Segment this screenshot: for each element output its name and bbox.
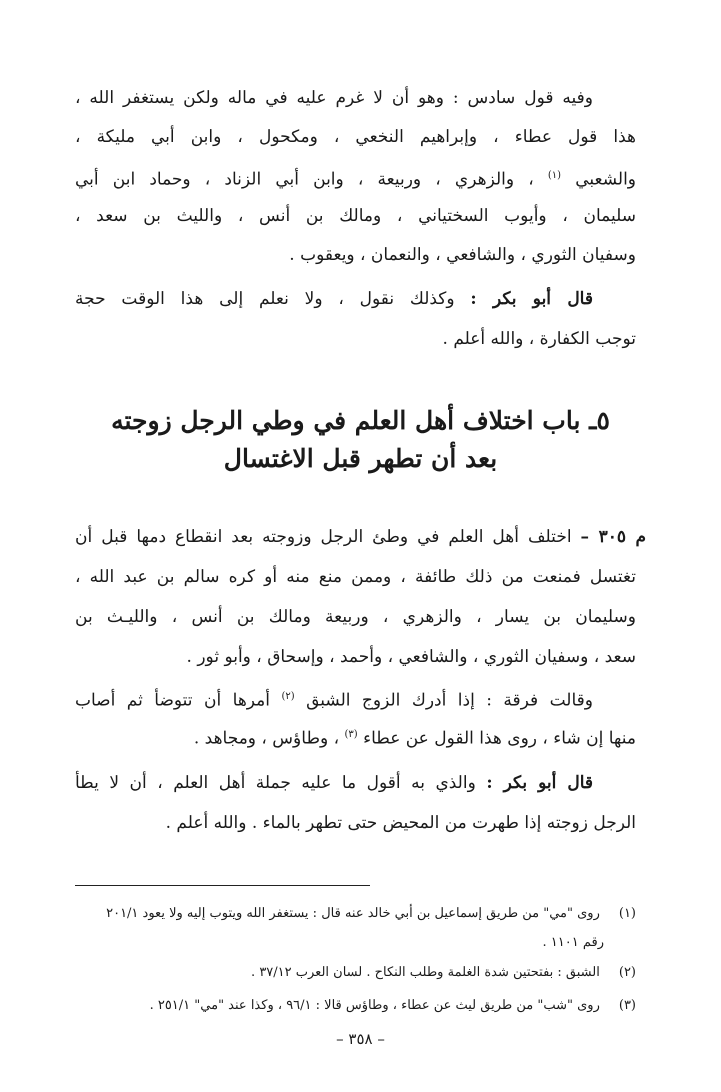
text-line: هذا قول عطاء ، وإبراهيم النخعي ، ومكحول ، وابن أبي مليكة ، <box>75 127 636 147</box>
footnote-ref: (٢) <box>281 691 295 702</box>
footnote-ref: (٣) <box>344 729 358 740</box>
chapter-heading: ٥ـ باب اختلاف أهل العلم في وطي الرجل زوجته <box>111 406 610 435</box>
text-segment: والذي به أقول ما عليه جملة أهل العلم ، أن لا يطأ <box>75 773 476 793</box>
text-line: توجب الكفارة ، والله أعلم . <box>442 329 636 349</box>
text-line: وسفيان الثوري ، والشافعي ، والنعمان ، ويعقوب . <box>289 245 636 265</box>
text-segment: أمرها أن تتوضأ ثم أصاب <box>75 690 270 711</box>
footnote <box>75 903 636 925</box>
text-line: سعد ، وسفيان الثوري ، والشافعي ، وأحمد ، وإسحاق ، وأبو ثور . <box>186 647 636 667</box>
text-segment: وقالت فرقة : إذا أدرك الزوج الشبق <box>306 690 594 711</box>
text-segment: ، وطاؤس ، ومجاهد . <box>193 728 340 749</box>
text-line <box>75 684 593 714</box>
text-line: سليمان ، وأيوب السختياني ، ومالك بن أنس ، والليث بن سعد ، <box>75 206 636 226</box>
footnote-number: (٣) <box>618 998 636 1013</box>
footnote-divider <box>75 885 370 886</box>
footnote <box>75 962 636 984</box>
masala-paragraph <box>75 524 646 550</box>
text-line <box>75 722 636 752</box>
footnote-number: (٢) <box>618 965 636 980</box>
footnote <box>75 995 636 1017</box>
abu-bakr-label: قال أبو بكر : <box>470 289 593 309</box>
page-number: – ٣٥٨ – <box>336 1030 385 1048</box>
text-line: وفيه قول سادس : وهو أن لا غرم عليه في ماله ولكن يستغفر الله ، <box>75 88 593 108</box>
abu-bakr-paragraph <box>75 770 593 796</box>
text-line <box>75 163 636 193</box>
footnote-ref: (١) <box>547 170 562 181</box>
footnote-continuation: رقم ١١٠١ . <box>542 935 604 950</box>
text-segment: منها إن شاء ، روى هذا القول عن عطاء <box>363 728 636 749</box>
text-segment: ، والزهري ، وربيعة ، وابن أبي الزناد ، وحماد ابن أبي <box>75 169 534 190</box>
footnote-text: روى "شب" من طريق ليث عن عطاء ، وطاؤس قالا : ٩٦/١ ، وكذا عند "مي" ٢٥١/١ . <box>149 998 600 1013</box>
footnote-number: (١) <box>618 906 636 921</box>
text-line: وسليمان بن يسار ، والزهري ، وربيعة ومالك بن أنس ، والليـث بن <box>75 607 636 627</box>
masala-marker: م ٣٠٥ – <box>580 527 646 547</box>
chapter-heading-subtitle: بعد أن تطهر قبل الاغتسال <box>223 444 498 473</box>
text-segment: والشعبي <box>575 169 636 190</box>
text-segment: وكذلك نقول ، ولا نعلم إلى هذا الوقت حجة <box>75 289 455 309</box>
abu-bakr-paragraph <box>75 286 593 312</box>
footnote-text: الشبق : بفتحتين شدة الغلمة وطلب النكاح . لسان العرب ٣٧/١٢ . <box>251 965 600 980</box>
text-line: تغتسل فمنعت من ذلك طائفة ، وممن منع منه أو كره سالم بن عبد الله ، <box>75 567 636 587</box>
footnote-text: روى "مي" من طريق إسماعيل بن أبي خالد عنه قال : يستغفر الله ويتوب إليه ولا يعود ٢٠١/١ <box>106 906 600 921</box>
text-segment: اختلف أهل العلم في وطئ الرجل وزوجته بعد انقطاع دمها قبل أن <box>75 527 572 547</box>
text-line: الرجل زوجته إذا طهرت من المحيض حتى تطهر بالماء . والله أعلم . <box>165 813 636 833</box>
abu-bakr-label: قال أبو بكر : <box>486 773 593 793</box>
